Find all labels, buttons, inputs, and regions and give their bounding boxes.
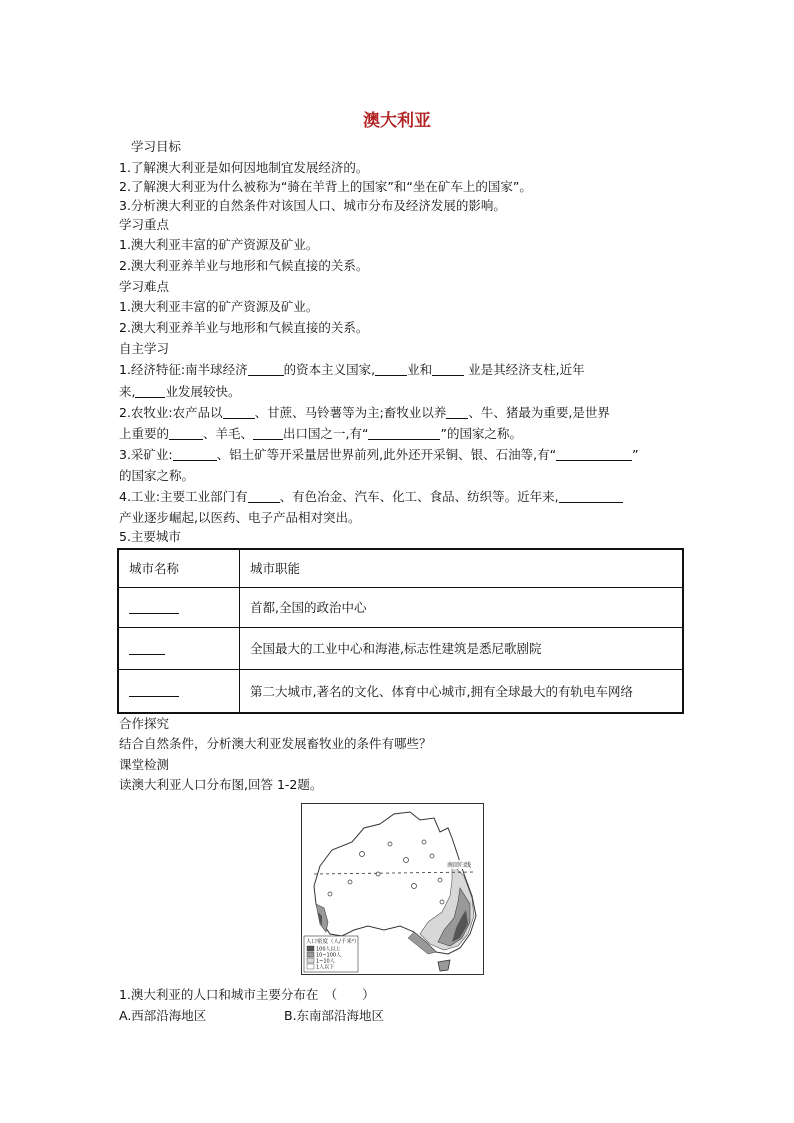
difficult-point: 2.澳大利亚养羊业与地形和气候直接的关系。 bbox=[119, 320, 369, 335]
goal-item: 1.了解澳大利亚是如何因地制宜发展经济的。 bbox=[119, 160, 369, 175]
goals-heading: 学习目标 bbox=[131, 139, 182, 154]
q2b-text-a: 上重要的 bbox=[119, 426, 170, 441]
fill-blank[interactable] bbox=[129, 601, 179, 614]
legend-item: 1~10人 bbox=[316, 958, 335, 965]
question-1-option-a[interactable]: A.西部沿海地区 bbox=[119, 1008, 207, 1023]
goal-item: 3.分析澳大利亚的自然条件对该国人口、城市分布及经济发展的影响。 bbox=[119, 198, 506, 213]
q4-text-a: 4.工业:主要工业部门有 bbox=[119, 489, 248, 504]
question-4-line-2: 产业逐步崛起,以医药、电子产品相对突出。 bbox=[119, 510, 361, 525]
question-1-line bbox=[119, 362, 585, 378]
question-2-line bbox=[119, 405, 610, 421]
test-heading: 课堂检测 bbox=[119, 757, 170, 772]
q1b-text-b: 业发展较快。 bbox=[165, 384, 241, 399]
fill-blank[interactable] bbox=[169, 427, 203, 440]
fill-blank[interactable] bbox=[129, 642, 165, 655]
header-city-name: 城市名称 bbox=[118, 549, 240, 587]
fill-blank[interactable] bbox=[368, 427, 440, 440]
fill-blank[interactable] bbox=[173, 448, 217, 461]
city-function-cell: 全国最大的工业中心和海港,标志性建筑是悉尼歌剧院 bbox=[240, 627, 684, 669]
fill-blank[interactable] bbox=[135, 385, 165, 398]
goal-item: 2.了解澳大利亚为什么被称为“骑在羊背上的国家”和“坐在矿车上的国家”。 bbox=[119, 179, 532, 194]
legend-swatch-dense bbox=[307, 946, 314, 951]
q2-text-b: 、甘蔗、马铃薯等为主;畜牧业以养 bbox=[254, 405, 447, 420]
legend-item: 100人以上 bbox=[316, 946, 341, 953]
q3-text-c: ” bbox=[632, 447, 639, 462]
table-row bbox=[118, 587, 683, 627]
tropic-label: 南回归线 bbox=[447, 862, 472, 869]
legend-swatch-light bbox=[307, 958, 314, 963]
q3-text-b: 、铝土矿等开采量居世界前列,此外还开采铜、银、石油等,有“ bbox=[216, 447, 557, 462]
population-distribution-map bbox=[301, 803, 484, 975]
city-function-cell: 第二大城市,著名的文化、体育中心城市,拥有全球最大的有轨电车网络 bbox=[240, 669, 684, 713]
table-row bbox=[118, 669, 683, 713]
page-title: 澳大利亚 bbox=[363, 111, 431, 131]
key-point: 1.澳大利亚丰富的矿产资源及矿业。 bbox=[119, 237, 319, 252]
fill-blank[interactable] bbox=[556, 448, 632, 461]
question-1-line-2 bbox=[119, 384, 241, 400]
q2-text-a: 2.农牧业:农产品以 bbox=[119, 405, 223, 420]
question-1-stem: 1.澳大利亚的人口和城市主要分布在 （ ） bbox=[119, 987, 375, 1002]
legend-swatch-sparse bbox=[307, 964, 314, 969]
fill-blank[interactable] bbox=[432, 363, 464, 376]
coop-question: 结合自然条件，分析澳大利亚发展畜牧业的条件有哪些？ bbox=[119, 736, 432, 751]
q1-text-a: 1.经济特征:南半球经济 bbox=[119, 362, 248, 377]
fill-blank[interactable] bbox=[446, 406, 468, 419]
key-heading: 学习重点 bbox=[119, 217, 170, 232]
legend-swatch-medium bbox=[307, 952, 314, 957]
city-table bbox=[117, 548, 684, 714]
q3-text-a: 3.采矿业: bbox=[119, 447, 173, 462]
fill-blank[interactable] bbox=[129, 684, 179, 697]
fill-blank[interactable] bbox=[253, 427, 283, 440]
fill-blank[interactable] bbox=[375, 363, 407, 376]
question-1-option-b[interactable]: B.东南部沿海地区 bbox=[284, 1008, 385, 1023]
fill-blank[interactable] bbox=[559, 490, 623, 503]
question-5-line: 5.主要城市 bbox=[119, 529, 181, 544]
table-header-row bbox=[118, 549, 683, 587]
city-name-cell[interactable] bbox=[118, 627, 240, 669]
table-row bbox=[118, 627, 683, 669]
q4-text-b: 、有色冶金、汽车、化工、食品、纺织等。近年来, bbox=[279, 489, 559, 504]
map-svg bbox=[302, 804, 483, 974]
fill-blank[interactable] bbox=[248, 490, 280, 503]
question-4-line bbox=[119, 489, 623, 505]
test-intro: 读澳大利亚人口分布图,回答 1-2题。 bbox=[119, 777, 323, 792]
legend-item: 10~100人 bbox=[316, 952, 342, 959]
q1-text-b: 的资本主义国家, bbox=[283, 362, 376, 377]
question-3-line bbox=[119, 447, 639, 463]
fill-blank[interactable] bbox=[248, 363, 284, 376]
legend-title: 人口密度（人/千米²） bbox=[306, 939, 360, 945]
question-2-line-2 bbox=[119, 426, 522, 442]
q2-text-c: 、牛、猪最为重要,是世界 bbox=[468, 405, 610, 420]
header-city-function: 城市职能 bbox=[240, 549, 684, 587]
tasmania-outline bbox=[438, 960, 450, 971]
q2b-text-c: 出口国之一,有“ bbox=[283, 426, 369, 441]
difficult-heading: 学习难点 bbox=[119, 279, 170, 294]
legend-item: 1人以下 bbox=[316, 964, 335, 971]
fill-blank[interactable] bbox=[223, 406, 255, 419]
city-name-cell[interactable] bbox=[118, 669, 240, 713]
q1-text-d: 业是其经济支柱,近年 bbox=[464, 362, 585, 377]
key-point: 2.澳大利亚养羊业与地形和气候直接的关系。 bbox=[119, 258, 369, 273]
coop-heading: 合作探究 bbox=[119, 716, 170, 731]
difficult-point: 1.澳大利亚丰富的矿产资源及矿业。 bbox=[119, 299, 319, 314]
q1-text-c: 业和 bbox=[407, 362, 433, 377]
map-legend bbox=[304, 936, 360, 972]
self-study-heading: 自主学习 bbox=[119, 341, 170, 356]
city-function-cell: 首都,全国的政治中心 bbox=[240, 587, 684, 627]
q2b-text-d: ”的国家之称。 bbox=[440, 426, 522, 441]
question-3-line-2: 的国家之称。 bbox=[119, 468, 195, 483]
q1b-text-a: 来, bbox=[119, 384, 136, 399]
city-name-cell[interactable] bbox=[118, 587, 240, 627]
q2b-text-b: 、羊毛、 bbox=[203, 426, 254, 441]
